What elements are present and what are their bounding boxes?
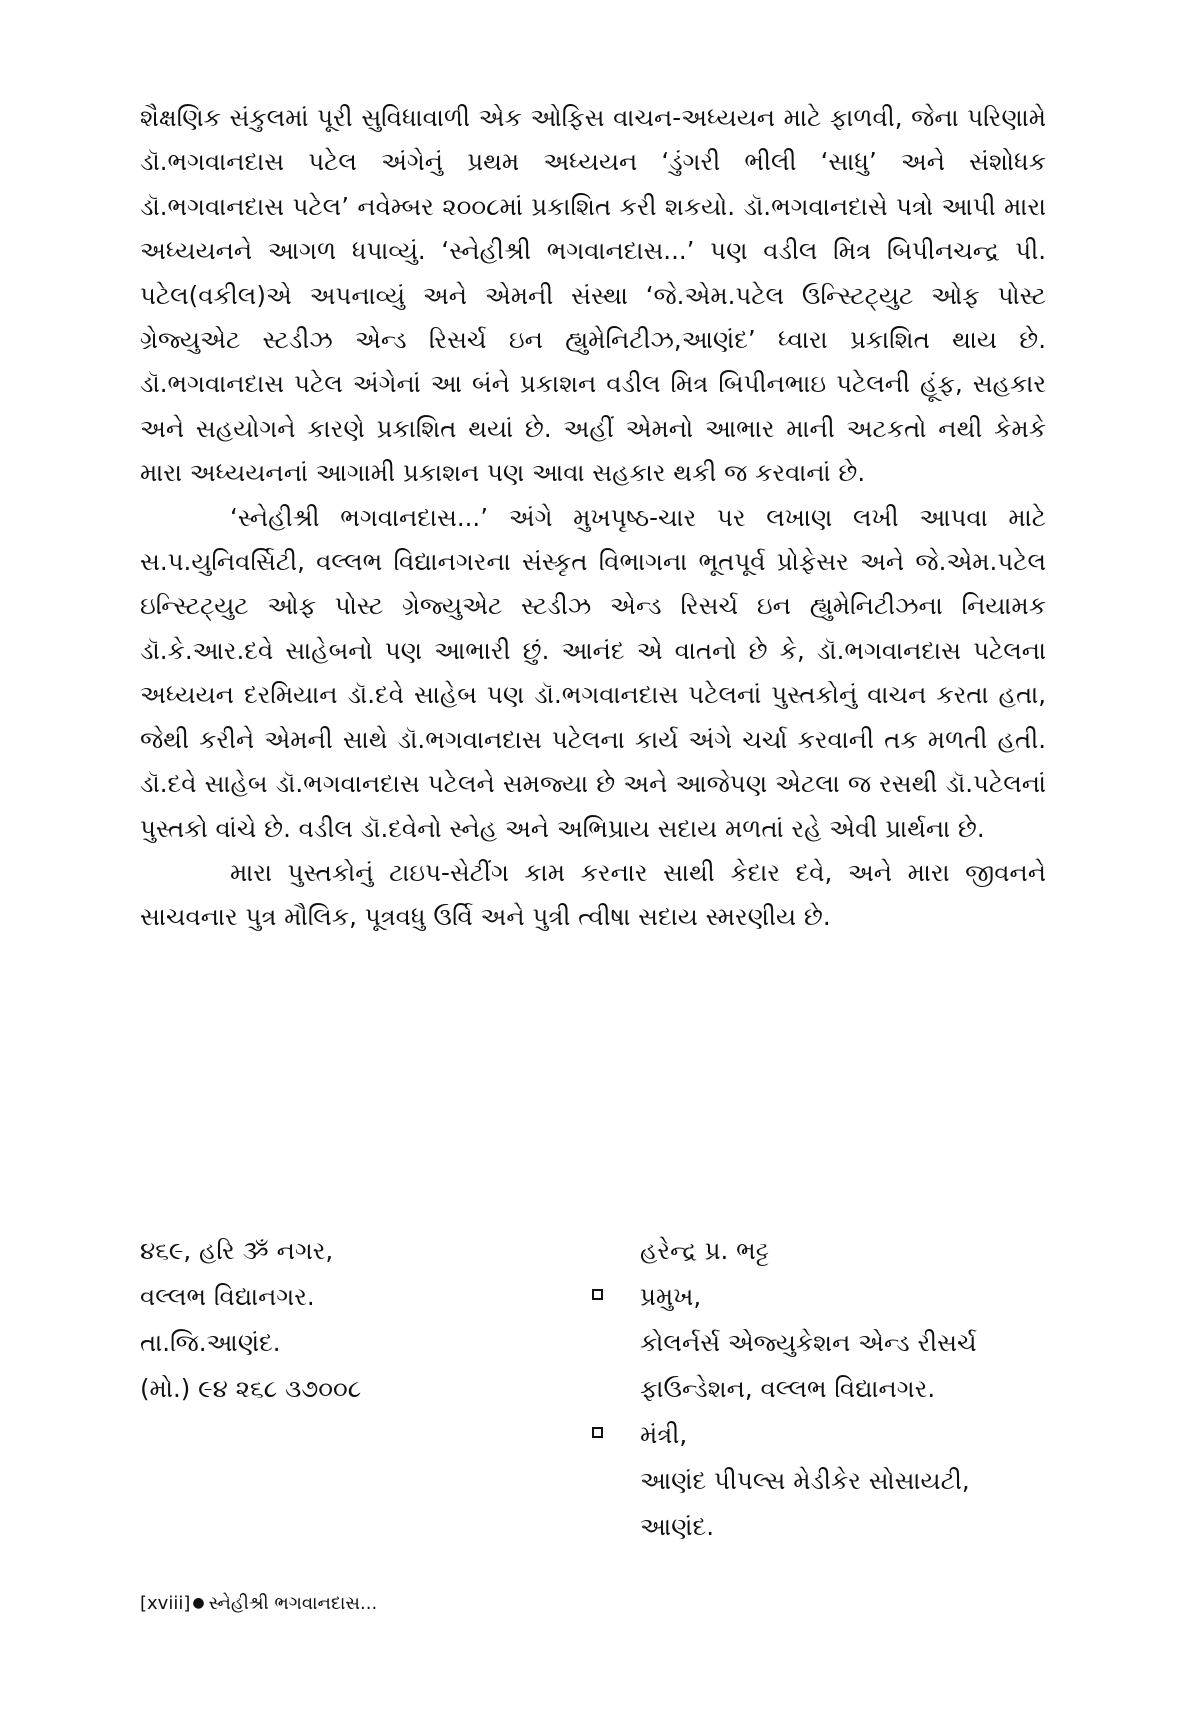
paragraph-2: ‘સ્નેહીશ્રી ભગવાનદાસ...’ અંગે મુખપૃષ્ઠ-ચાર પર લખાણ લખી આપવા માટે સ.પ.યુનિવર્સિટી, વલ્લભ વિદ્યાનગરના સંસ્કૃત વિભાગના ભૂતપૂર્વ પ્રોફેસર અને જે.એમ.પટેલ ઇન્સ્ટિટ્યુટ ઓફ પોસ્ટ ગ્રેજ્યુએટ સ્ટડીઝ એન્ડ રિસર્ચ ઇન હ્યુમેનિટીઝના નિયામક ડૉ.કે.આર.દવે સાહેબનો પણ આભારી છું. આનંદ એ વાતનો છે કે, ડૉ.ભગવાનદાસ પટેલના અધ્યયન દરમિયાન ડૉ.દવે સાહેબ પણ ડૉ.ભગવાનદાસ પટેલનાં પુસ્તકોનું વાચન કરતા હતા, જેથી કરીને એમની સાથે ડૉ.ભગવાનદાસ પટેલના કાર્ય અંગે ચર્ચા કરવાની તક મળતી હતી. ડૉ.દવે સાહેબ ડૉ.ભગવાનદાસ પટેલને સમજ્યા છે અને આજેપણ એટલા જ રસથી ડૉ.પટેલનાં પુસ્તકો વાંચે છે. વડીલ ડૉ.દવેનો સ્નેહ અને અભિપ્રાય સદાય મળતાં રહે એવી પ્રાર્થના છે. xyxy=(140,502,1046,843)
role-1-org: ફાઉન્ડેશન, વલ્લભ વિદ્યાનગર. xyxy=(640,1374,936,1403)
role-1-title-line xyxy=(590,1274,1060,1320)
author-name: હરેન્દ્ર પ્ર. ભટ્ટ xyxy=(640,1236,769,1265)
running-title: સ્નેહીશ્રી ભગવાનદાસ... xyxy=(208,1593,378,1614)
role-1-title: પ્રમુખ, xyxy=(640,1282,702,1311)
body-text xyxy=(140,96,1046,940)
square-bullet-icon xyxy=(592,1289,603,1300)
role-2-title: મંત્રી, xyxy=(640,1420,688,1449)
page-footer xyxy=(140,1592,377,1617)
page-number: [xviii] xyxy=(140,1593,191,1614)
role-2-org: આણંદ પીપલ્સ મેડીકેર સોસાયટી, xyxy=(640,1466,970,1495)
author-block xyxy=(590,1228,1060,1550)
phone-number: (મો.) ૯૪ ૨૬૮ ૩૭૦૦૮ xyxy=(140,1374,362,1403)
address-line: તા.જિ.આણંદ. xyxy=(140,1328,281,1357)
address-block xyxy=(140,1228,540,1412)
round-bullet-icon: ● xyxy=(192,1595,205,1611)
square-bullet-icon xyxy=(592,1427,603,1438)
role-2-title-line xyxy=(590,1412,1060,1458)
address-line: વલ્લભ વિદ્યાનગર. xyxy=(140,1282,315,1311)
paragraph-3: મારા પુસ્તકોનું ટાઇપ-સેટીંગ કામ કરનાર સાથી કેદાર દવે, અને મારા જીવનને સાચવનાર પુત્ર મૌલિક, પૂત્રવધુ ઉર્વિ અને પુત્રી ત્વીષા સદાય સ્મરણીય છે. xyxy=(140,857,1046,932)
role-2-org: આણંદ. xyxy=(640,1512,715,1541)
role-1-org: કોલર્નર્સ એજ્યુકેશન એન્ડ રીસર્ચ xyxy=(640,1328,977,1357)
paragraph-1: શૈક્ષણિક સંકુલમાં પૂરી સુવિધાવાળી એક ઓફિસ વાચન-અધ્યયન માટે ફાળવી, જેના પરિણામે ડૉ.ભગવાનદાસ પટેલ અંગેનું પ્રથમ અધ્યયન ‘ડુંગરી ભીલી ‘સાધુ’ અને સંશોધક ડૉ.ભગવાનદાસ પટેલ’ નવેમ્બર ૨૦૦૮માં પ્રકાશિત કરી શકયો. ડૉ.ભગવાનદાસે પત્રો આપી મારા અધ્યયનને આગળ ધપાવ્યું. ‘સ્નેહીશ્રી ભગવાનદાસ...’ પણ વડીલ મિત્ર બિપીનચન્દ્ર પી. પટેલ(વકીલ)એ અપનાવ્યું અને એમની સંસ્થા ‘જે.એમ.પટેલ ઉન્સ્ટિટ્યુટ ઓફ પોસ્ટ ગ્રેજ્યુએટ સ્ટડીઝ એન્ડ રિસર્ચ ઇન હ્યુમેનિટીઝ,આણંદ’ ધ્વારા પ્રકાશિત થાય છે. ડૉ.ભગવાનદાસ પટેલ અંગેનાં આ બંને પ્રકાશન વડીલ મિત્ર બિપીનભાઇ પટેલની હૂંફ, સહકાર અને સહયોગને કારણે પ્રકાશિત થયાં છે. અહીં એમનો આભાર માની અટકતો નથી કેમકે મારા અધ્યયનનાં આગામી પ્રકાશન પણ આવા સહકાર થકી જ કરવાનાં છે. xyxy=(140,103,1046,488)
address-line: ૪૬૯, હરિ ૐ નગર, xyxy=(140,1236,334,1265)
